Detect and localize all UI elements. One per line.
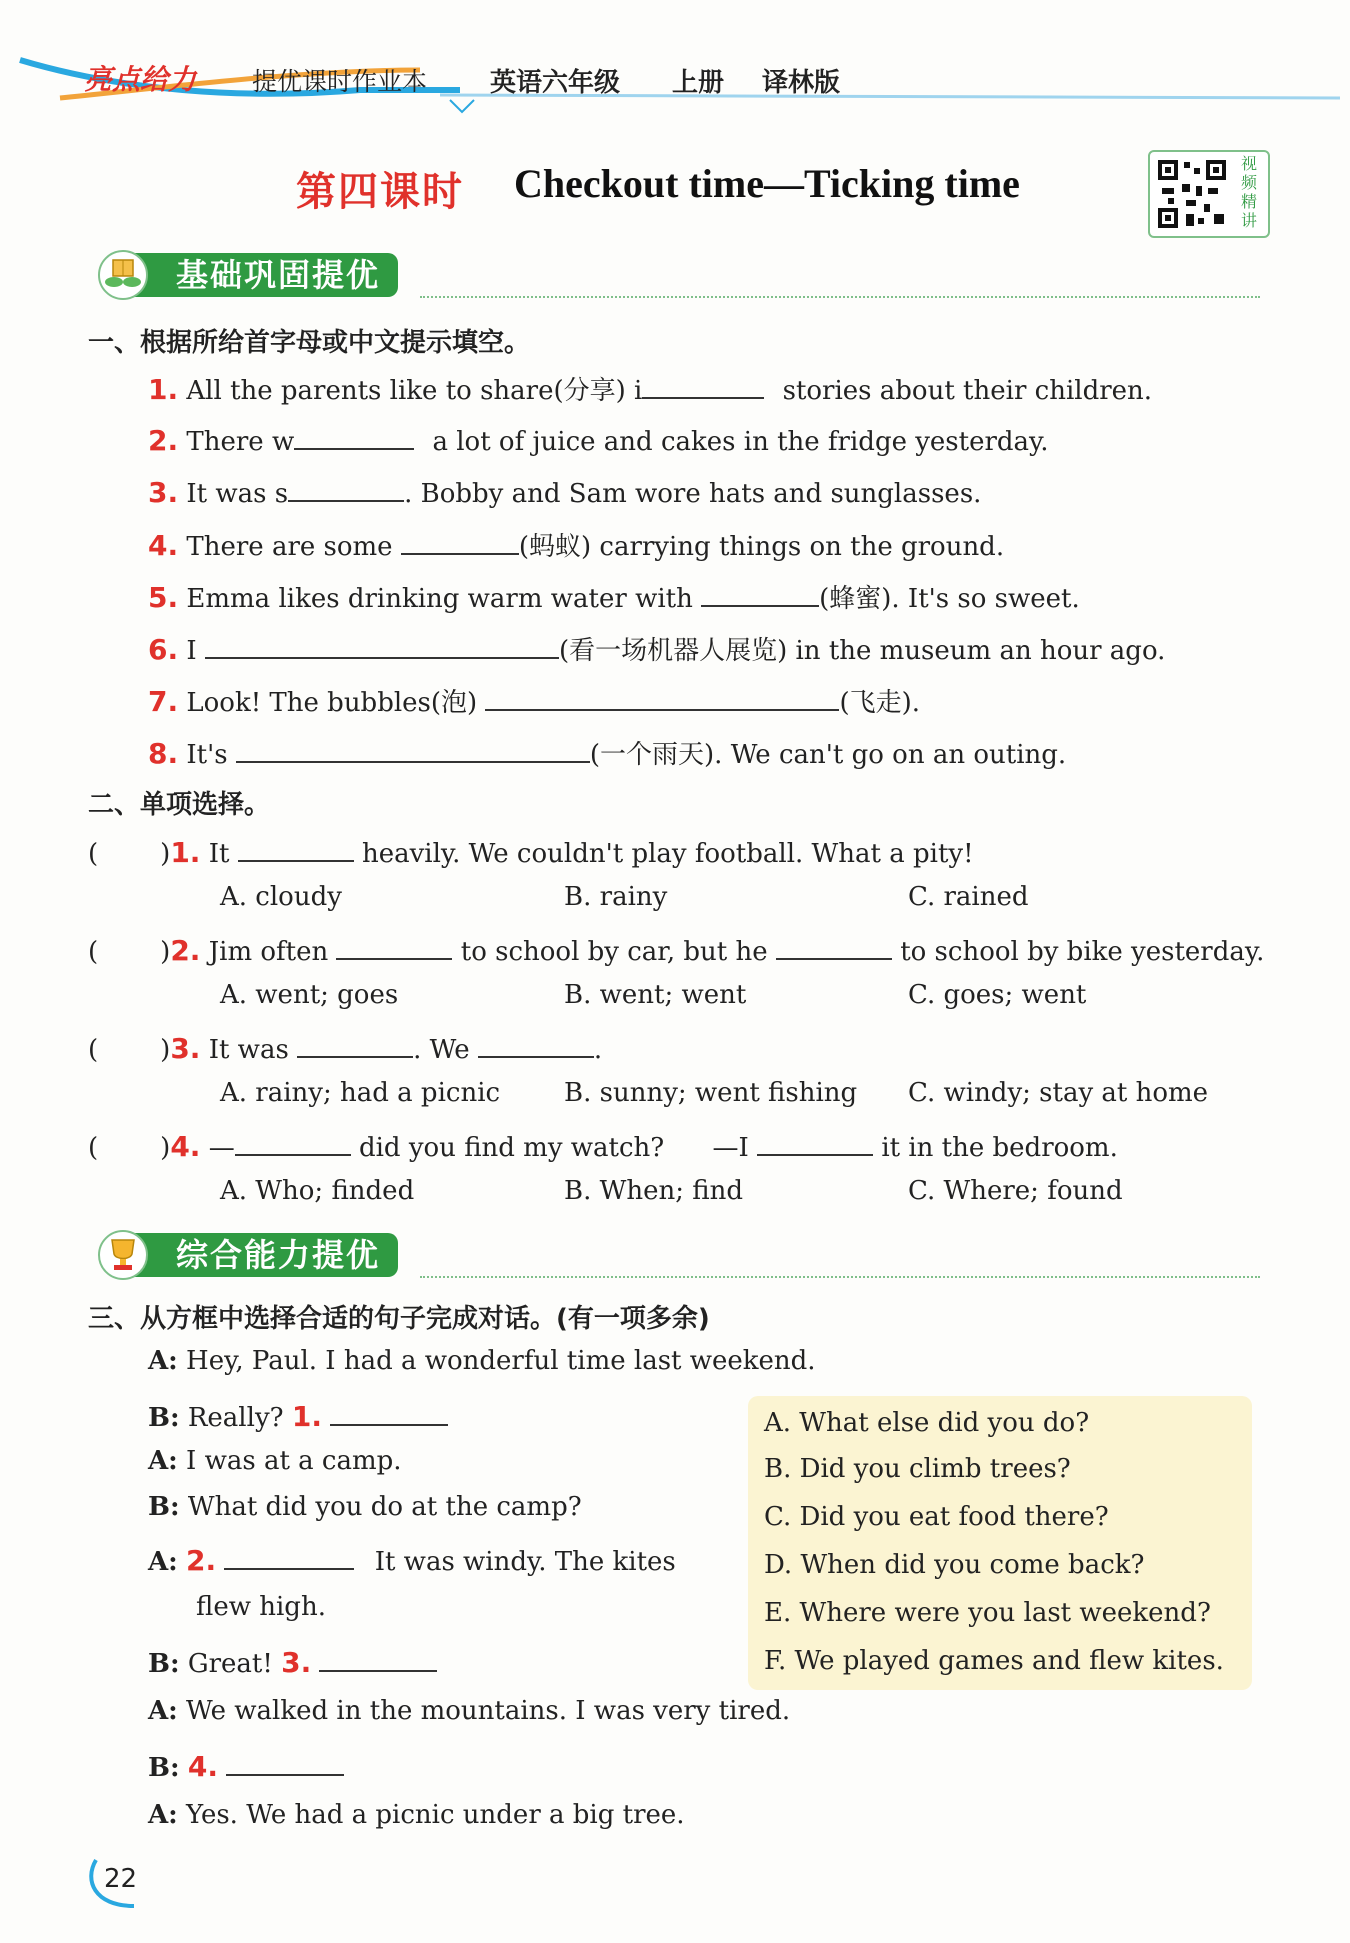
header-bar (0, 40, 1350, 120)
question-number: 1. (291, 1400, 322, 1433)
mc-option-a[interactable]: A. went; goes (220, 980, 399, 1010)
question-text: . Bobby and Sam wore hats and sunglasses. (404, 479, 982, 509)
answer-blank[interactable] (319, 1644, 437, 1672)
dialogue-text: We walked in the mountains. I was very tired. (186, 1696, 791, 1726)
fill-question-2 (148, 422, 1049, 457)
answer-paren[interactable]: ( (88, 839, 99, 869)
question-text: stories about their children. (782, 376, 1153, 406)
dialogue-line (148, 1748, 344, 1783)
option-item[interactable]: A. What else did you do? (764, 1408, 1090, 1438)
qr-code[interactable] (1148, 150, 1270, 238)
dialogue-text: Great! (187, 1649, 273, 1679)
answer-blank[interactable] (224, 1542, 354, 1570)
question-text: (飞走). (839, 688, 921, 718)
question-text: Emma likes drinking warm water with (186, 584, 693, 614)
mc-question-2 (88, 932, 1264, 967)
option-item[interactable]: C. Did you eat food there? (764, 1502, 1109, 1532)
question-number: 3. (170, 1032, 201, 1065)
dialogue-line (148, 1696, 790, 1726)
speaker-label: B: (148, 1753, 180, 1783)
speaker-label: A: (148, 1547, 178, 1577)
part3-heading: 三、从方框中选择合适的句子完成对话。(有一项多余) (88, 1304, 710, 1334)
mc-option-a[interactable]: A. Who; finded (220, 1176, 415, 1206)
qr-caption (1238, 154, 1260, 230)
fill-question-6 (148, 630, 1165, 667)
mc-option-b[interactable]: B. rainy (564, 882, 668, 912)
fill-question-8 (148, 734, 1066, 771)
option-item[interactable]: F. We played games and flew kites. (764, 1646, 1224, 1676)
speaker-label: A: (148, 1696, 178, 1726)
question-number: 2. (148, 424, 179, 457)
lesson-title-en: Checkout time—Ticking time (514, 161, 1020, 206)
qr-caption-char: 频 (1240, 173, 1257, 192)
speaker-label: A: (148, 1446, 178, 1476)
question-text: —I (712, 1133, 749, 1163)
question-number: 3. (281, 1646, 312, 1679)
question-text: I (186, 636, 197, 666)
question-number: 5. (148, 581, 179, 614)
question-number: 4. (187, 1750, 218, 1783)
question-text: There w (186, 427, 295, 457)
part1-heading: 一、根据所给首字母或中文提示填空。 (88, 328, 531, 358)
section-banner-comprehensive (96, 1232, 398, 1278)
dialogue-line (148, 1398, 448, 1433)
dialogue-text: It was windy. The kites (374, 1547, 676, 1577)
answer-paren[interactable]: ) (160, 1133, 171, 1163)
qr-caption-char: 精 (1240, 192, 1257, 211)
answer-blank[interactable] (288, 474, 404, 502)
answer-blank (478, 1030, 594, 1058)
answer-paren[interactable]: ( (88, 1133, 99, 1163)
question-text: It's (186, 740, 228, 770)
dialogue-line (148, 1492, 582, 1522)
answer-blank (776, 932, 892, 960)
question-text: to school by bike yesterday. (900, 937, 1265, 967)
dialogue-text: Yes. We had a picnic under a big tree. (186, 1800, 685, 1830)
dialogue-text: Hey, Paul. I had a wonderful time last weekend. (186, 1346, 816, 1376)
dialogue-text: Really? (187, 1403, 284, 1433)
page-number: 22 (104, 1864, 138, 1894)
mc-option-c[interactable]: C. rained (908, 882, 1029, 912)
answer-blank[interactable] (485, 683, 839, 711)
speaker-label: A: (148, 1346, 178, 1376)
fill-question-4 (148, 526, 1004, 563)
speaker-label: B: (148, 1403, 180, 1433)
answer-blank[interactable] (226, 1748, 344, 1776)
fill-question-3 (148, 474, 981, 509)
mc-option-b[interactable]: B. went; went (564, 980, 747, 1010)
question-text: All the parents like to share(分享) i (186, 376, 643, 406)
qr-caption-char: 视 (1240, 154, 1257, 173)
term-label: 上册 (672, 68, 725, 98)
dialogue-text: I was at a camp. (186, 1446, 402, 1476)
question-text: did you find my watch? (358, 1133, 665, 1163)
question-number: 2. (186, 1544, 217, 1577)
answer-blank[interactable] (205, 631, 559, 659)
question-number: 4. (148, 529, 179, 562)
answer-blank[interactable] (401, 527, 519, 555)
question-number: 8. (148, 737, 179, 770)
question-text: There are some (186, 532, 393, 562)
mc-question-4 (88, 1128, 1118, 1163)
question-text: . (593, 1035, 603, 1065)
question-number: 1. (170, 836, 201, 869)
question-number: 3. (148, 476, 179, 509)
question-number: 7. (148, 685, 179, 718)
dialogue-line (148, 1800, 685, 1830)
dialogue-line (148, 1346, 816, 1376)
mc-option-c[interactable]: C. Where; found (908, 1176, 1123, 1206)
answer-blank (238, 834, 354, 862)
answer-blank[interactable] (330, 1398, 448, 1426)
dialogue-line (148, 1446, 402, 1476)
answer-paren[interactable]: ) (160, 839, 171, 869)
section-title: 基础巩固提优 (130, 253, 398, 297)
dialogue-line (148, 1644, 437, 1679)
option-item[interactable]: E. Where were you last weekend? (764, 1598, 1211, 1628)
mc-question-3 (88, 1030, 602, 1065)
answer-blank (336, 932, 452, 960)
question-text: . We (413, 1035, 470, 1065)
answer-paren[interactable]: ( (88, 1035, 99, 1065)
plant-icon (96, 248, 150, 302)
option-item[interactable]: B. Did you climb trees? (764, 1454, 1071, 1484)
speaker-label: A: (148, 1800, 178, 1830)
answer-blank[interactable] (294, 422, 414, 450)
section-divider (420, 1276, 1260, 1278)
question-text: — (208, 1133, 235, 1163)
answer-blank[interactable] (701, 579, 819, 607)
answer-blank (297, 1030, 413, 1058)
answer-blank[interactable] (236, 735, 590, 763)
question-text: (看一场机器人展览) in the museum an hour ago. (558, 636, 1166, 666)
question-text: (蚂蚁) carrying things on the ground. (518, 532, 1005, 562)
dialogue-text: What did you do at the camp? (187, 1492, 582, 1522)
question-text: Look! The bubbles(泡) (186, 688, 478, 718)
question-number: 1. (148, 373, 179, 406)
dialogue-line (148, 1542, 676, 1577)
mc-option-b[interactable]: B. When; find (564, 1176, 743, 1206)
question-text: It was (208, 1035, 289, 1065)
answer-blank[interactable] (642, 371, 764, 399)
qr-icon (1156, 158, 1228, 230)
mc-option-a[interactable]: A. cloudy (220, 882, 342, 912)
answer-blank (757, 1128, 873, 1156)
question-number: 4. (170, 1130, 201, 1163)
option-item[interactable]: D. When did you come back? (764, 1550, 1145, 1580)
question-text: It was s (186, 479, 289, 509)
dialogue-line-continued: flew high. (196, 1592, 326, 1622)
fill-question-5 (148, 578, 1080, 615)
question-text: (蜂蜜). It's so sweet. (819, 584, 1080, 614)
edition-label: 译林版 (762, 68, 841, 98)
grade-label: 英语六年级 (490, 68, 621, 98)
question-number: 2. (170, 934, 201, 967)
section-banner-basic (96, 252, 398, 298)
section-title: 综合能力提优 (130, 1233, 398, 1277)
part2-heading: 二、单项选择。 (88, 790, 271, 820)
question-text: heavily. We couldn't play football. What a pity! (361, 839, 974, 869)
mc-option-c[interactable]: C. goes; went (908, 980, 1087, 1010)
question-text: to school by car, but he (460, 937, 768, 967)
speaker-label: B: (148, 1649, 180, 1679)
answer-paren[interactable]: ) (160, 937, 171, 967)
fill-question-1 (148, 370, 1152, 407)
speaker-label: B: (148, 1492, 180, 1522)
answer-paren[interactable]: ) (160, 1035, 171, 1065)
question-text: It (208, 839, 230, 869)
mc-option-c[interactable]: C. windy; stay at home (908, 1078, 1209, 1108)
question-text: Jim often (208, 937, 329, 967)
mc-question-1 (88, 834, 974, 869)
options-box (748, 1396, 1252, 1690)
answer-paren[interactable]: ( (88, 937, 99, 967)
series-name: 提优课时作业本 (252, 67, 428, 96)
question-text: (一个雨天). We can't go on an outing. (589, 740, 1067, 770)
trophy-icon (96, 1228, 150, 1282)
question-number: 6. (148, 633, 179, 666)
question-text: a lot of juice and cakes in the fridge yesterday. (432, 427, 1049, 457)
brand-logo: 亮点给力 (84, 63, 197, 96)
answer-blank (235, 1128, 351, 1156)
qr-caption-char: 讲 (1240, 211, 1257, 230)
question-text: it in the bedroom. (881, 1133, 1118, 1163)
lesson-title-cn: 第四课时 (296, 169, 464, 214)
fill-question-7 (148, 682, 920, 719)
section-divider (420, 296, 1260, 298)
mc-option-a[interactable]: A. rainy; had a picnic (220, 1078, 501, 1108)
mc-option-b[interactable]: B. sunny; went fishing (564, 1078, 858, 1108)
